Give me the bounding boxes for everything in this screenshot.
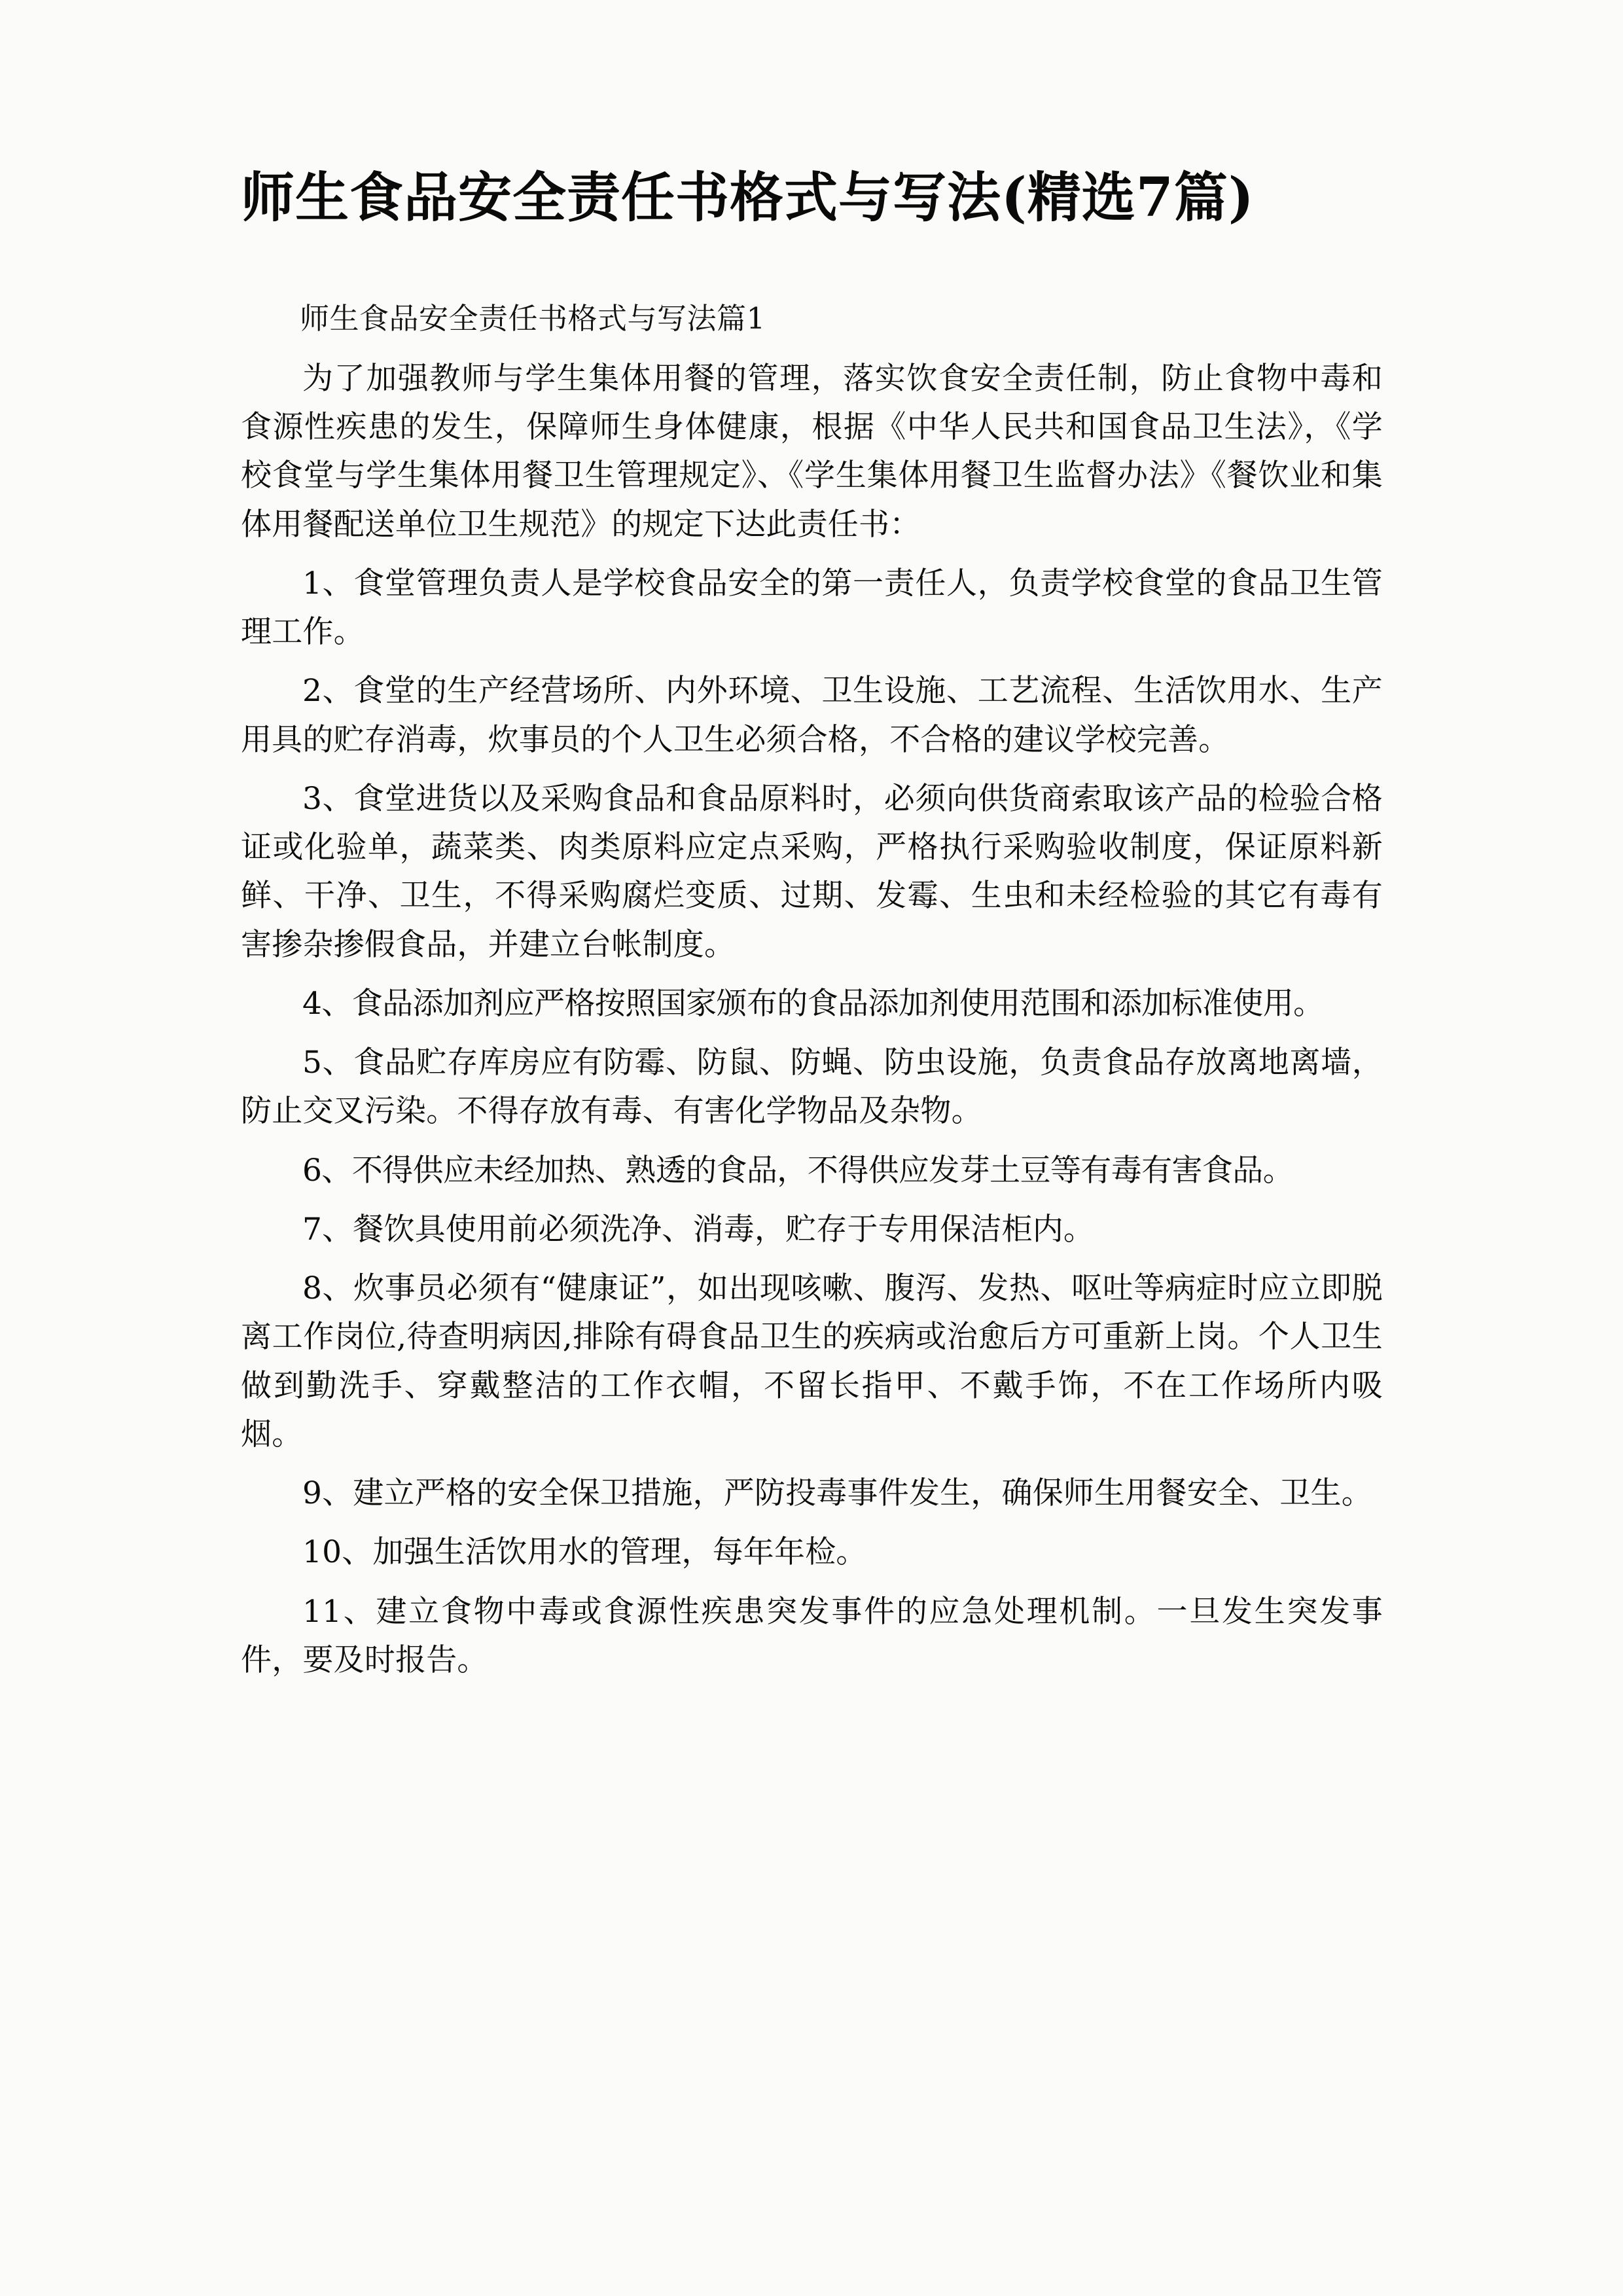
paragraph-item-7: 7、餐饮具使用前必须洗净、消毒，贮存于专用保洁柜内。	[302, 1211, 1095, 1247]
paragraph-item-10: 10、加强生活饮用水的管理，每年年检。	[302, 1534, 867, 1571]
paragraph-item-11: 11、建立食物中毒或食源性疾患突发事件的应急处理机制。一旦发生突发事件，要及时报告。	[241, 1593, 1383, 1678]
paragraph-item-5: 5、食品贮存库房应有防霉、防鼠、防蝇、防虫设施，负责食品存放离地离墙，防止交叉污染。不得存放有毒、有害化学物品及杂物。	[241, 1045, 1383, 1130]
paragraph-item-9: 9、建立严格的安全保卫措施，严防投毒事件发生，确保师生用餐安全、卫生。	[302, 1475, 1372, 1512]
paragraph-item-1: 1、食堂管理负责人是学校食品安全的第一责任人，负责学校食堂的食品卫生管理工作。	[241, 565, 1383, 651]
page-title: 师生食品安全责任书格式与写法(精选7篇)	[241, 166, 1255, 229]
paragraph-item-6: 6、不得供应未经加热、熟透的食品，不得供应发芽土豆等有毒有害食品。	[302, 1152, 1294, 1189]
paragraph-intro: 为了加强教师与学生集体用餐的管理，落实饮食安全责任制，防止食物中毒和食源性疾患的发生，保障师生身体健康，根据《中华人民共和国食品卫生法》，《学校食堂与学生集体用餐卫生管理规定》、《学生集体用餐卫生监督办法》《餐饮业和集体用餐配送单位卫生规范》的规定下达此责任书：	[241, 360, 1383, 543]
paragraph-item-2: 2、食堂的生产经营场所、内外环境、卫生设施、工艺流程、生活饮用水、生产用具的贮存消毒，炊事员的个人卫生必须合格，不合格的建议学校完善。	[241, 673, 1383, 758]
paragraph-item-8: 8、炊事员必须有“健康证”，如出现咳嗽、腹泻、发热、呕吐等病症时应立即脱离工作岗位,待查明病因,排除有碍食品卫生的疾病或治愈后方可重新上岗。个人卫生做到勤洗手、穿戴整洁的工作衣帽，不留长指甲、不戴手饰，不在工作场所内吸烟。	[241, 1270, 1383, 1452]
document-content	[241, 164, 1383, 1685]
paragraph-item-4: 4、食品添加剂应严格按照国家颁布的食品添加剂使用范围和添加标准使用。	[302, 985, 1324, 1022]
paragraph-item-3: 3、食堂进货以及采购食品和食品原料时，必须向供货商索取该产品的检验合格证或化验单，蔬菜类、肉类原料应定点采购，严格执行采购验收制度，保证原料新鲜、干净、卫生，不得采购腐烂变质、过期、发霉、生虫和未经检验的其它有毒有害掺杂掺假食品，并建立台帐制度。	[241, 780, 1383, 963]
section-heading: 师生食品安全责任书格式与写法篇1	[300, 300, 766, 336]
